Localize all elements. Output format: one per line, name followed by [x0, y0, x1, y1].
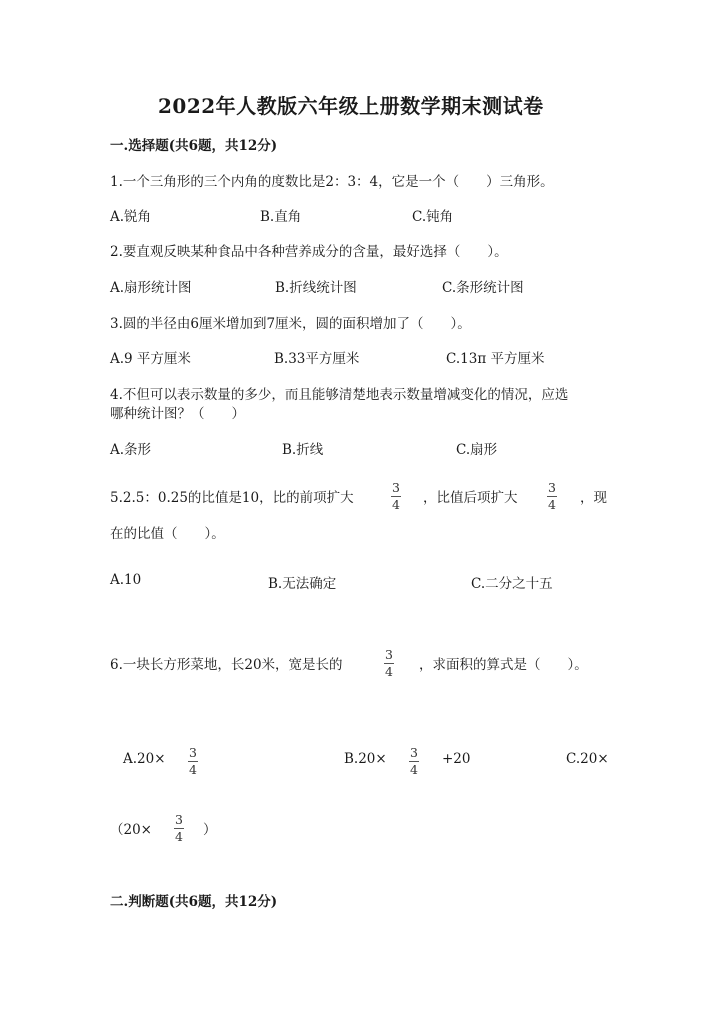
- question-5-option-a: A.10: [110, 572, 142, 588]
- question-3-option-a: A.9 平方厘米: [110, 351, 191, 367]
- question-5-part-2: ，比值后项扩大: [423, 490, 518, 506]
- fraction-numerator: 3: [385, 647, 393, 662]
- question-5-line-2: 在的比值（ ）。: [110, 526, 225, 542]
- question-6-option-c: C.20×: [566, 751, 609, 767]
- question-1-option-c: C.钝角: [412, 209, 454, 225]
- fraction-q6: [384, 648, 394, 679]
- fraction-denominator: 4: [189, 762, 197, 777]
- question-4-option-b: B.折线: [282, 442, 324, 458]
- question-4-option-a: A.条形: [110, 442, 152, 458]
- question-6-option-b: B.20×: [344, 751, 387, 767]
- question-1-option-b: B.直角: [260, 209, 302, 225]
- question-4-line-1: 4.不但可以表示数量的多少，而且能够清楚地表示数量增减变化的情况，应选: [110, 387, 569, 403]
- question-5-option-b: B.无法确定: [268, 576, 337, 592]
- question-6-option-a: A.20×: [123, 751, 166, 767]
- fraction-q6-a: [188, 746, 198, 777]
- question-2: 2.要直观反映某种食品中各种营养成分的含量，最好选择（ ）。: [110, 244, 508, 260]
- section-heading-choice: 一.选择题(共6题，共12分): [110, 138, 278, 154]
- fraction-numerator: 3: [410, 745, 418, 760]
- question-6-option-b-suffix: +20: [442, 751, 471, 767]
- question-5-option-c: C.二分之十五: [471, 576, 553, 592]
- fraction-numerator: 3: [189, 745, 197, 760]
- question-1-option-a: A.锐角: [110, 209, 152, 225]
- fraction-q5-1: [391, 481, 401, 512]
- section-heading-judgement: 二.判断题(共6题，共12分): [110, 894, 278, 910]
- question-3-option-c: C.13π 平方厘米: [446, 351, 545, 367]
- fraction-denominator: 4: [392, 497, 400, 512]
- question-3: 3.圆的半径由6厘米增加到7厘米，圆的面积增加了（ ）。: [110, 316, 471, 332]
- question-2-option-a: A.扇形统计图: [110, 280, 192, 296]
- question-2-option-c: C.条形统计图: [442, 280, 524, 296]
- fraction-numerator: 3: [175, 812, 183, 827]
- page-title: 2022年人教版六年级上册数学期末测试卷: [158, 94, 544, 118]
- fraction-q5-2: [547, 481, 557, 512]
- question-4-line-2: 哪种统计图？（ ）: [110, 406, 245, 422]
- fraction-numerator: 3: [548, 480, 556, 495]
- question-6-part-1: 6.一块长方形菜地，长20米，宽是长的: [110, 657, 343, 673]
- question-1: 1.一个三角形的三个内角的度数比是2：3：4，它是一个（ ）三角形。: [110, 174, 554, 190]
- question-2-option-b: B.折线统计图: [275, 280, 357, 296]
- fraction-denominator: 4: [548, 497, 556, 512]
- question-6-option-c-continued-pre: （20×: [110, 822, 152, 838]
- fraction-denominator: 4: [175, 829, 183, 844]
- fraction-denominator: 4: [410, 762, 418, 777]
- question-4-option-c: C.扇形: [456, 442, 498, 458]
- question-5-part-1: 5.2.5：0.25的比值是10，比的前项扩大: [110, 490, 354, 506]
- question-6-option-c-continued-post: ）: [203, 822, 217, 838]
- question-5-part-3: ，现: [580, 490, 607, 506]
- question-3-option-b: B.33平方厘米: [274, 351, 360, 367]
- fraction-q6-b: [409, 746, 419, 777]
- fraction-denominator: 4: [385, 664, 393, 679]
- fraction-numerator: 3: [392, 480, 400, 495]
- question-6-part-2: ，求面积的算式是（ ）。: [419, 657, 588, 673]
- fraction-q6-c: [174, 813, 184, 844]
